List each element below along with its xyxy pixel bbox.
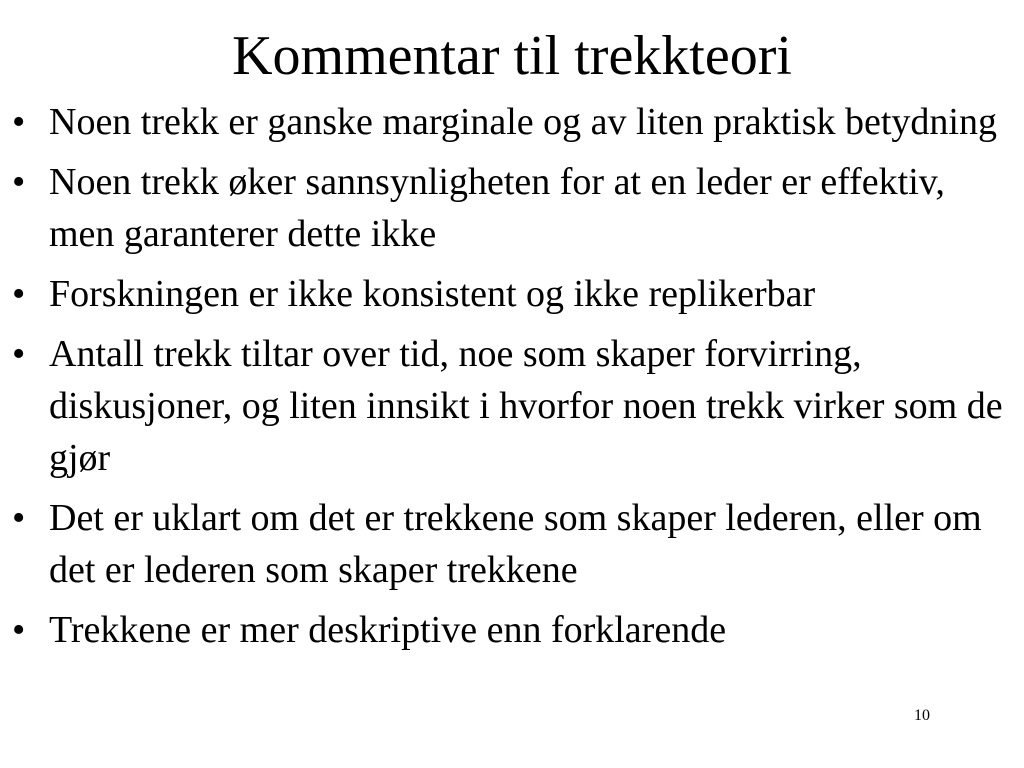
bullet-icon: • xyxy=(12,161,26,203)
slide-title: Kommentar til trekkteori xyxy=(232,25,792,87)
bullet-text: Forskningen er ikke konsistent og ikke replikerbar xyxy=(49,273,816,315)
bullet-icon: • xyxy=(12,333,26,375)
bullet-icon: • xyxy=(12,609,26,651)
bullet-text: Noen trekk er ganske marginale og av liten praktisk betydning xyxy=(49,101,997,143)
bullet-icon: • xyxy=(12,273,26,315)
bullet-item xyxy=(12,604,1017,656)
bullet-text: Noen trekk øker sannsynligheten for at en leder er effektiv, men garanterer dette ikke xyxy=(49,161,945,255)
bullet-icon: • xyxy=(12,497,26,539)
bullet-item xyxy=(12,328,1017,484)
bullet-item xyxy=(12,268,1017,320)
bullet-item xyxy=(12,156,1017,260)
bullet-text: Antall trekk tiltar over tid, noe som skaper forvirring, diskusjoner, og liten innsikt i hvorfor noen trekk virker som de gjør xyxy=(49,333,1003,479)
bullet-item xyxy=(12,96,1017,148)
bullet-list xyxy=(12,96,1017,664)
bullet-text: Det er uklart om det er trekkene som skaper lederen, eller om det er lederen som skaper trekkene xyxy=(49,497,982,591)
page-number: 10 xyxy=(914,707,930,724)
bullet-text: Trekkene er mer deskriptive enn forklarende xyxy=(49,609,727,651)
bullet-icon: • xyxy=(12,101,26,143)
bullet-item xyxy=(12,492,1017,596)
